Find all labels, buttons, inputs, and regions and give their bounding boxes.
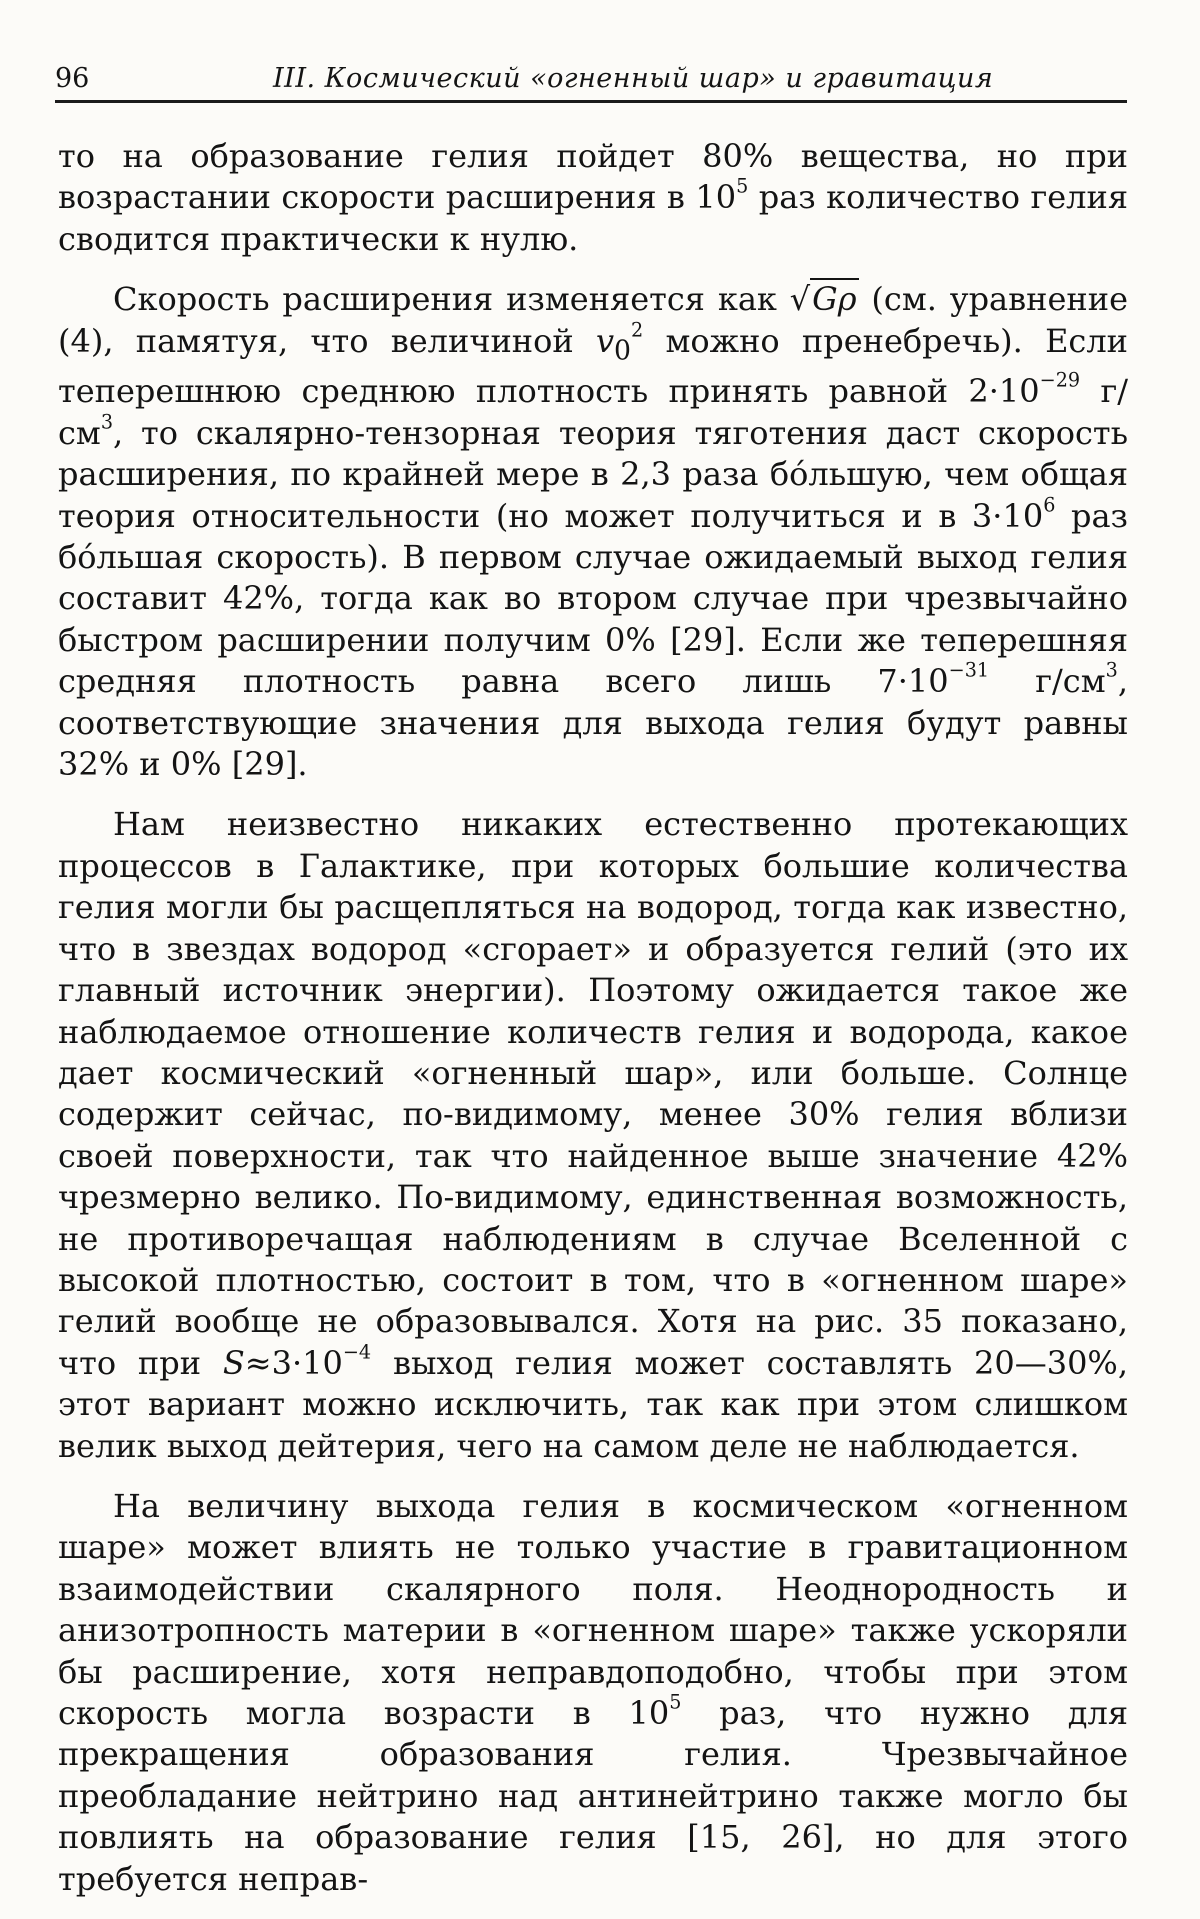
exponent: 2 xyxy=(631,318,644,342)
text: , соответствующие значения для выхода гелия будут равны 32% и 0% [29]. xyxy=(58,662,1129,784)
text: раз количество гелия сводится практически к нулю. xyxy=(58,178,1129,258)
exponent: −4 xyxy=(342,1340,372,1364)
text: Скорость расширения изменяется как √ xyxy=(113,280,811,319)
text: г/см xyxy=(58,372,1129,452)
paragraph-1 xyxy=(58,136,1128,260)
exponent: 5 xyxy=(669,1690,682,1714)
paragraph-2 xyxy=(58,279,1128,785)
exponent: −31 xyxy=(948,658,990,682)
math-symbol: Gρ xyxy=(812,280,857,319)
exponent: −29 xyxy=(1039,369,1081,393)
text: (см. уравнение (4), памятуя, что величиной xyxy=(58,280,1129,360)
text: можно пренебречь). Если теперешнюю среднюю плотность принять равной 2·10 xyxy=(58,321,1129,411)
text: Нам неизвестно никаких естественно протекающих процессов в Галактике, при которых большие количества гелия могли бы расщепляться на водород, тогда как известно, что в звездах водород «сгорает» и образуется гелий (это их главный источник энергии). Поэтому ожидается такое же наблюдаемое отношение количеств гелия и водорода, какое дает космический «огненный шар», или больше. Солнце содержит сейчас, по-видимому, менее 30% гелия вблизи своей поверхности, так что найденное выше значение 42% чрезмерно велико. По-видимому, единственная возможность, не противоречащая наблюдениям в случае Вселенной с высокой плотностью, состоит в том, что в «огненном шаре» гелий вообще не образовывался. Хотя на рис. 35 показано, что при xyxy=(58,805,1128,1382)
paragraph-4 xyxy=(58,1486,1128,1900)
text: На величину выхода гелия в космическом «огненном шаре» может влиять не только участие в гравитационном взаимодействии скалярного поля. Неоднородность и анизотропность материи в «огненном шаре» также ускоряли бы расширение, хотя неправдоподобно, чтобы при этом скорость могла возрасти в 10 xyxy=(58,1486,1128,1733)
exponent: 6 xyxy=(1043,493,1056,517)
exponent: 5 xyxy=(736,175,749,199)
text: раз, что нужно для прекращения образования гелия. Чрезвычайное преобладание нейтрино над антинейтрино также могло бы повлиять на образование гелия [15, 26], но для этого требуется неправ- xyxy=(58,1694,1129,1898)
text: ≈3·10 xyxy=(244,1343,343,1382)
exponent: 3 xyxy=(1105,658,1118,682)
page-number: 96 xyxy=(55,63,90,94)
exponent: 3 xyxy=(100,410,114,434)
subscript: 0 xyxy=(614,335,632,367)
paragraph-3 xyxy=(58,804,1128,1467)
page-body xyxy=(58,136,1128,1919)
text: то на образование гелия пойдет 80% вещества, но при возрастании скорости расширения в 10 xyxy=(58,137,1128,217)
text: выход гелия может составлять 20—30%, этот вариант можно исключить, так как при этом слишком велик выход дейтерия, чего на самом деле не наблюдается. xyxy=(58,1343,1129,1465)
math-symbol: S xyxy=(222,1343,245,1382)
page-header xyxy=(55,48,1127,103)
text: раз бо́льшая скорость). В первом случае ожидаемый выход гелия составит 42%, тогда как во втором случае при чрезвычайно быстром расширении получим 0% [29]. Если же теперешняя средняя плотность равна всего лишь 7·10 xyxy=(58,496,1129,701)
text: г/см xyxy=(989,662,1106,701)
running-title: III. Космический «огненный шар» и гравитация xyxy=(273,63,994,94)
text: , то скалярно-тензорная теория тяготения даст скорость расширения, по крайней мере в 2,3 раза бо́льшую, чем общая теория относительности (но может получиться и в 3·10 xyxy=(58,413,1128,535)
math-symbol: v xyxy=(595,321,615,360)
